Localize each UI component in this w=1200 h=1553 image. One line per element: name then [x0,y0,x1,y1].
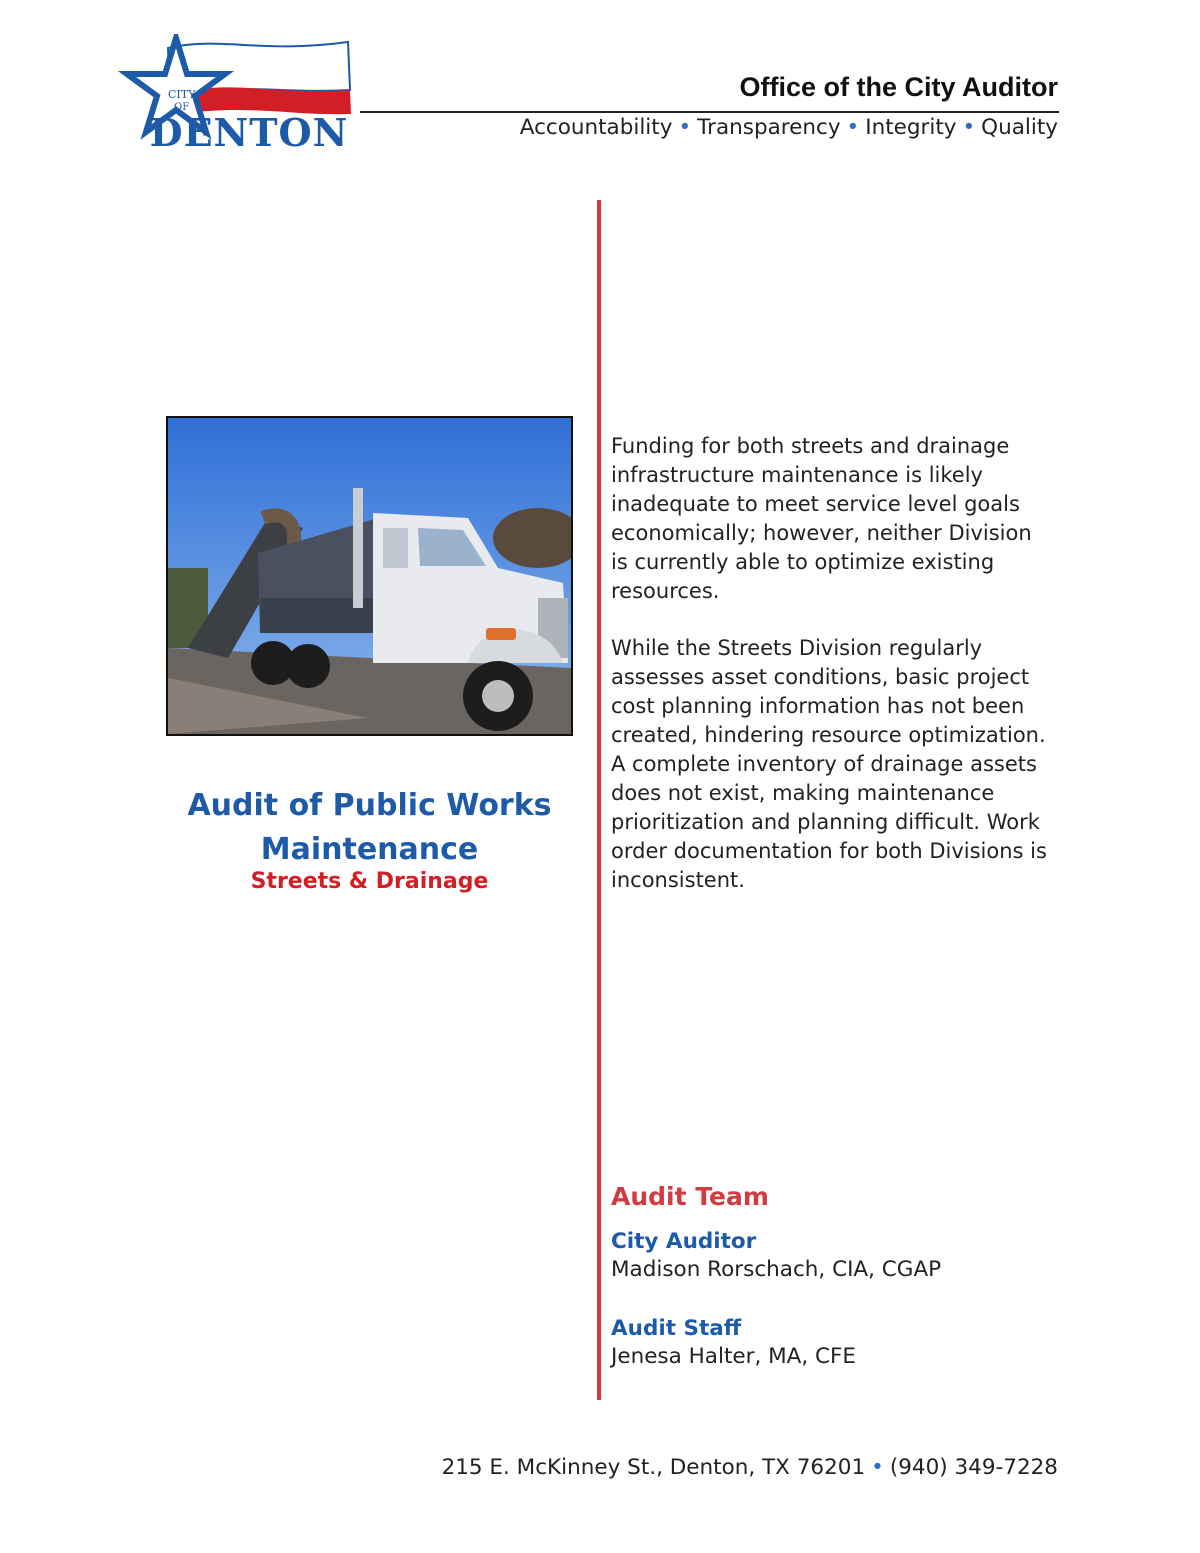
office-title: Office of the City Auditor [739,72,1058,102]
report-subtitle: Streets & Drainage [250,869,489,894]
footer-address: 215 E. McKinney St., Denton, TX 76201 [441,1455,866,1480]
values-tagline [520,115,1058,140]
report-title [166,784,573,872]
team-member-role: Audit Staff [611,1316,742,1341]
svg-text:OF: OF [174,102,190,113]
header-rule [360,111,1059,113]
footer-phone: (940) 349-7228 [889,1455,1058,1480]
value-item: Quality [981,115,1058,140]
audit-team-heading: Audit Team [611,1182,769,1211]
report-title-line2: Maintenance [260,832,479,867]
team-member-name: Madison Rorschach, CIA, CGAP [611,1257,942,1282]
summary-paragraph-2: While the Streets Division regularly assesses asset conditions, basic project cost planning information has not been created, hindering resource optimization. A complete inventory of drainage assets does not exist, making maintenance prioritization and planning difficult. Work order documentation for both Divisions is inconsistent. [611,636,1047,892]
logo-wordmark: DENTON [149,110,349,155]
dump-truck-photo [166,416,573,736]
report-title-line1: Audit of Public Works [187,788,552,823]
separator-dot: • [678,115,692,140]
team-member-role: City Auditor [611,1229,757,1254]
vertical-divider [597,200,601,1400]
dump-truck-icon [168,418,571,734]
separator-dot: • [846,115,860,140]
svg-text:CITY: CITY [168,88,196,101]
city-of-denton-logo [110,34,360,158]
separator-dot: • [962,115,976,140]
footer-contact [442,1455,1058,1480]
separator-dot: • [871,1455,884,1480]
value-item: Accountability [519,115,673,140]
value-item: Transparency [697,115,841,140]
value-item: Integrity [865,115,957,140]
summary-paragraph-1: Funding for both streets and drainage infrastructure maintenance is likely inadequate to meet service level goals economically; however, neither Division is currently able to optimize existing resources. [611,434,1032,603]
team-member-name: Jenesa Halter, MA, CFE [611,1344,857,1369]
